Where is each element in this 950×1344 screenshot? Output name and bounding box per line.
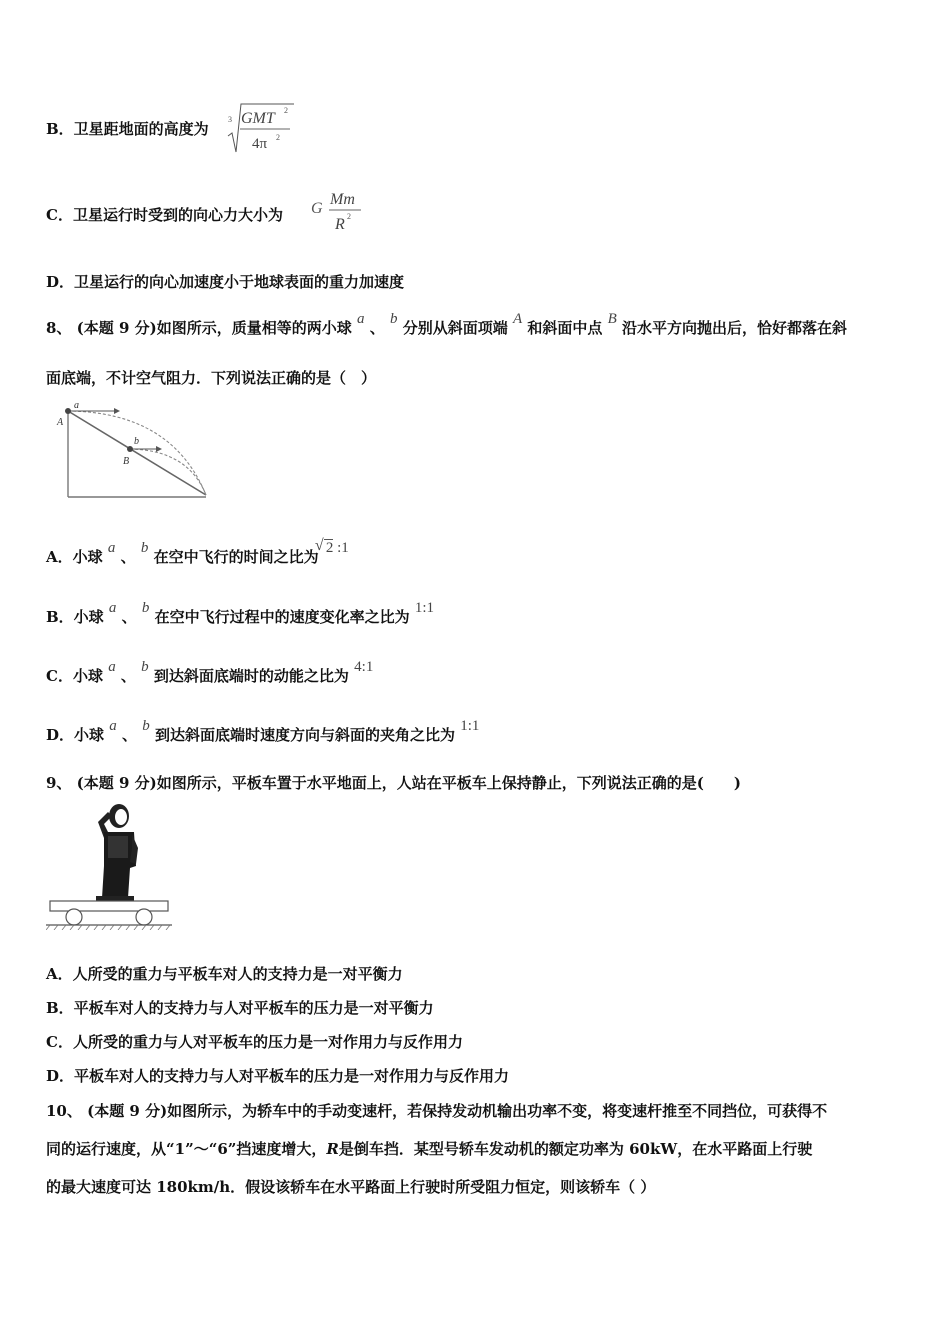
q8-option-b <box>46 600 435 627</box>
point-b: B <box>607 311 617 327</box>
separator: 、 <box>369 319 385 337</box>
q9-option-b <box>46 997 434 1018</box>
q7-b-num-exp: 2 <box>284 106 288 115</box>
point-a: A <box>512 311 523 327</box>
var-a: a <box>108 659 116 675</box>
q9-option-b-text: B．平板车对人的支持力与人对平板车的压力是一对平衡力 <box>46 999 434 1017</box>
q7-option-d <box>46 271 404 292</box>
q7-option-b-label: B．卫星距地面的高度为 <box>46 120 209 138</box>
q10-line3-text: 的最大速度可达 180km/h．假设该轿车在水平路面上行驶时所受阻力恒定，则该轿车（ ） <box>46 1178 656 1196</box>
radicand-value: 2 <box>325 540 334 556</box>
q8-stem-line1 <box>46 311 848 338</box>
q8-b-text: 在空中飞行过程中的速度变化率之比为 <box>154 608 410 626</box>
q8-stem-part1: 8、 (本题 9 分)如图所示，质量相等的两小球 <box>46 319 352 337</box>
q9-stem <box>46 772 741 793</box>
q10-line2-part2: 是倒车挡．某型号轿车发动机的额定功率为 60kW，在水平路面上行驶 <box>338 1140 813 1158</box>
sqrt-radicand <box>314 537 334 556</box>
ratio-rest: :1 <box>337 540 349 556</box>
q9-option-c <box>46 1031 463 1052</box>
root-index: 3 <box>228 115 232 124</box>
q7-c-den-exp: 2 <box>347 212 351 221</box>
var-b: b <box>142 718 150 734</box>
q9-option-d <box>46 1065 509 1086</box>
var-b: b <box>140 540 149 556</box>
q8-d-prefix: D．小球 <box>46 726 105 744</box>
q8-c-prefix: C．小球 <box>46 667 103 685</box>
q7-option-d-label: D．卫星运行的向心加速度小于地球表面的重力加速度 <box>46 273 405 291</box>
q7-c-numerator: Mm <box>330 191 355 208</box>
centripetal-formula <box>311 186 367 236</box>
q8-b-prefix: B．小球 <box>46 608 104 626</box>
q8-d-value: 1:1 <box>460 718 480 734</box>
q8-stem-part3: 和斜面中点 <box>527 319 603 337</box>
fig-label-B: B <box>123 456 130 467</box>
separator: 、 <box>120 548 136 566</box>
q7-option-b-formula <box>226 100 296 160</box>
q7-c-coef: G <box>311 200 323 217</box>
q9-option-d-text: D．平板车对人的支持力与人对平板车的压力是一对作用力与反作用力 <box>46 1067 510 1085</box>
var-a: a <box>356 311 365 327</box>
var-a: a <box>108 600 117 616</box>
q8-stem-part4: 沿水平方向抛出后，恰好都落在斜 <box>622 319 848 337</box>
q8-b-value: 1:1 <box>414 600 435 616</box>
q8-stem-line2-text: 面底端，不计空气阻力．下列说法正确的是（ ） <box>46 369 377 387</box>
q8-option-d <box>46 718 480 745</box>
q7-b-denominator: 4π <box>252 136 268 152</box>
q10-line1-text: 10、 (本题 9 分)如图所示，为轿车中的手动变速杆，若保持发动机输出功率不变，将变速杆推至不同挡位，可获得不 <box>46 1102 828 1120</box>
var-b: b <box>141 659 149 675</box>
fig-label-b: b <box>134 436 139 447</box>
sqrt-sign: √ <box>314 537 324 554</box>
q8-c-value: 4:1 <box>354 659 374 675</box>
separator: 、 <box>120 667 136 685</box>
q10-line2 <box>46 1138 812 1159</box>
var-b: b <box>389 311 398 327</box>
q8-stem-part2: 分别从斜面项端 <box>402 319 508 337</box>
q8-d-text: 到达斜面底端时速度方向与斜面的夹角之比为 <box>154 726 455 744</box>
separator: 、 <box>121 726 137 744</box>
q9-option-c-text: C．人所受的重力与人对平板车的压力是一对作用力与反作用力 <box>46 1033 463 1051</box>
q8-stem-line2 <box>46 367 376 388</box>
q10-line1 <box>46 1100 827 1121</box>
q9-option-a-text: A．人所受的重力与平板车对人的支持力是一对平衡力 <box>46 965 403 983</box>
q10-line2-part1: 同的运行速度，从“1”～“6”挡速度增大， <box>46 1140 327 1158</box>
q7-c-denominator: R <box>335 216 345 233</box>
separator: 、 <box>121 608 137 626</box>
q10-line3 <box>46 1176 655 1197</box>
q7-b-den-exp: 2 <box>276 133 280 142</box>
var-r: R <box>326 1140 339 1158</box>
cube-root-sign <box>226 100 296 156</box>
q8-option-a <box>46 537 349 567</box>
q8-c-text: 到达斜面底端时的动能之比为 <box>153 667 349 685</box>
fig-label-a: a <box>74 400 79 411</box>
q9-option-a <box>46 963 403 984</box>
var-b: b <box>141 600 150 616</box>
person-on-cart-illustration <box>46 802 172 930</box>
q8-a-text: 在空中飞行的时间之比为 <box>153 548 319 566</box>
q7-option-c <box>46 204 283 225</box>
q9-cart-figure <box>46 802 172 934</box>
q7-option-c-label: C．卫星运行时受到的向心力大小为 <box>46 206 283 224</box>
q8-option-c <box>46 659 374 686</box>
q8-a-prefix: A．小球 <box>46 548 103 566</box>
incline-diagram <box>52 398 212 502</box>
fig-label-A: A <box>57 417 64 428</box>
q7-option-c-formula <box>311 186 367 240</box>
q9-stem-text: 9、 (本题 9 分)如图所示，平板车置于水平地面上，人站在平板车上保持静止，下列说法正确的是( ) <box>46 774 741 792</box>
q8-a-value <box>314 537 349 556</box>
q7-b-numerator: GMT <box>241 110 275 127</box>
var-a: a <box>107 540 116 556</box>
q8-incline-figure <box>52 398 212 506</box>
q7-option-b <box>46 118 209 139</box>
var-a: a <box>109 718 117 734</box>
